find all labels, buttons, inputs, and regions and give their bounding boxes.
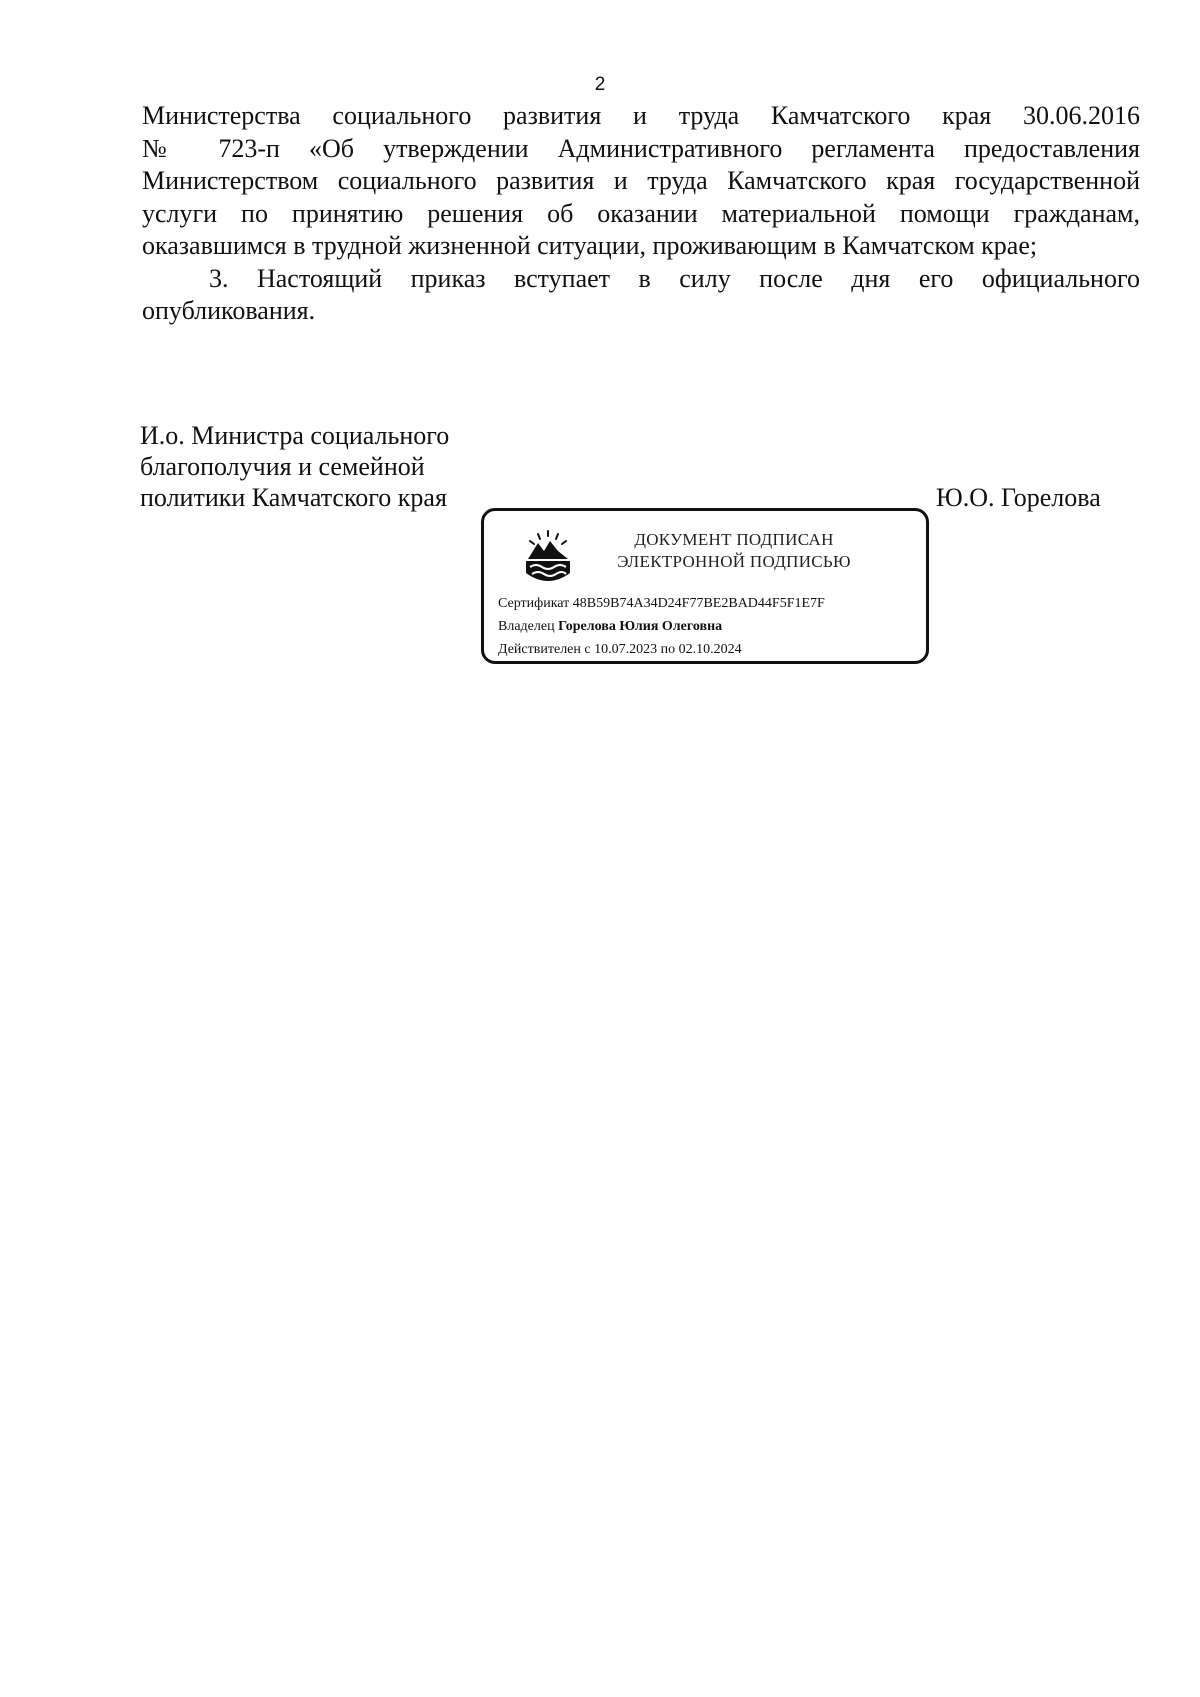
valid-to: 02.10.2024 <box>678 642 742 657</box>
paragraph-line: Министерства социального развития и труда Камчатского края 30.06.2016 <box>142 101 1140 130</box>
paragraph-line: Министерством социального развития и труда Камчатского края государственной <box>142 166 1140 195</box>
validity-row <box>498 638 825 661</box>
stamp-title-line: ЭЛЕКТРОННОЙ ПОДПИСЬЮ <box>617 552 851 571</box>
signatory-name: Ю.О. Горелова <box>936 483 1101 512</box>
paragraph-line: услуги по принятию решения об оказании материальной помощи гражданам, <box>142 198 1140 228</box>
valid-to-label: по <box>660 642 676 657</box>
valid-from: 10.07.2023 <box>594 642 658 657</box>
stamp-title-line: ДОКУМЕНТ ПОДПИСАН <box>634 530 834 549</box>
valid-label: Действителен с <box>498 642 591 657</box>
electronic-signature-stamp <box>481 508 929 664</box>
certificate-value: 48B59B74A34D24F77BE2BAD44F5F1E7F <box>572 596 825 611</box>
paragraph-line: оказавшимся в трудной жизненной ситуации, проживающим в Камчатском крае; <box>142 231 1038 260</box>
signatory-position <box>140 420 449 513</box>
document-body <box>142 100 1140 328</box>
paragraph-line: опубликования. <box>142 296 316 325</box>
stamp-details <box>498 592 825 661</box>
position-line: политики Камчатского края <box>140 483 447 512</box>
owner-row <box>498 615 825 638</box>
page-number: 2 <box>594 74 606 95</box>
owner-value: Горелова Юлия Олеговна <box>558 619 723 634</box>
certificate-row <box>498 592 825 615</box>
position-line: благополучия и семейной <box>140 452 425 481</box>
certificate-label: Сертификат <box>498 596 570 611</box>
position-line: И.о. Министра социального <box>140 421 450 450</box>
stamp-title <box>584 529 884 573</box>
kamchatka-coat-of-arms-icon <box>522 529 574 589</box>
paragraph-line: 3. Настоящий приказ вступает в силу после дня его официального <box>209 263 1140 293</box>
paragraph-line: № 723-п «Об утверждении Административного регламента предоставления <box>142 133 1140 163</box>
owner-label: Владелец <box>498 619 555 634</box>
